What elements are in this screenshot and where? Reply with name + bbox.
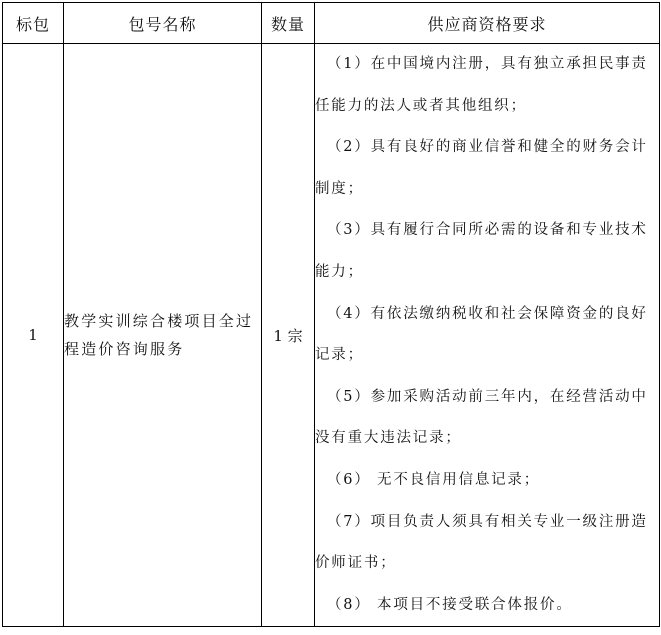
requirement-item: （1）在中国境内注册，具有独立承担民事责任能力的法人或者其他组织； [315,56,648,114]
header-supplier-qualifications: 供应商资格要求 [315,3,660,44]
header-lot-name: 包号名称 [64,3,262,44]
requirement-item: （2）具有良好的商业信誉和健全的财务会计制度； [315,139,648,197]
header-quantity: 数量 [262,3,315,44]
table-header-row [3,3,660,44]
table-row [3,44,660,627]
requirement-item: （7）项目负责人须具有相关专业一级注册造价师证书； [315,513,648,572]
requirement-item: （5）参加采购活动前三年内，在经营活动中没有重大违法记录； [315,388,648,447]
header-lot: 标包 [3,3,64,44]
requirements-cell [315,44,660,627]
supplier-requirements-table [2,2,660,627]
lot-number: 1 [3,44,64,627]
requirement-item: （6） 无不良信用信息记录； [327,471,541,488]
requirement-item: （8） 本项目不接受联合体报价。 [327,596,573,613]
requirement-item: （3）具有履行合同所必需的设备和专业技术能力； [315,222,648,280]
quantity-value: 1 宗 [262,44,315,627]
lot-name: 教学实训综合楼项目全过程造价咨询服务 [64,44,262,627]
requirement-item: （4）有依法缴纳税收和社会保障资金的良好记录； [315,305,648,364]
